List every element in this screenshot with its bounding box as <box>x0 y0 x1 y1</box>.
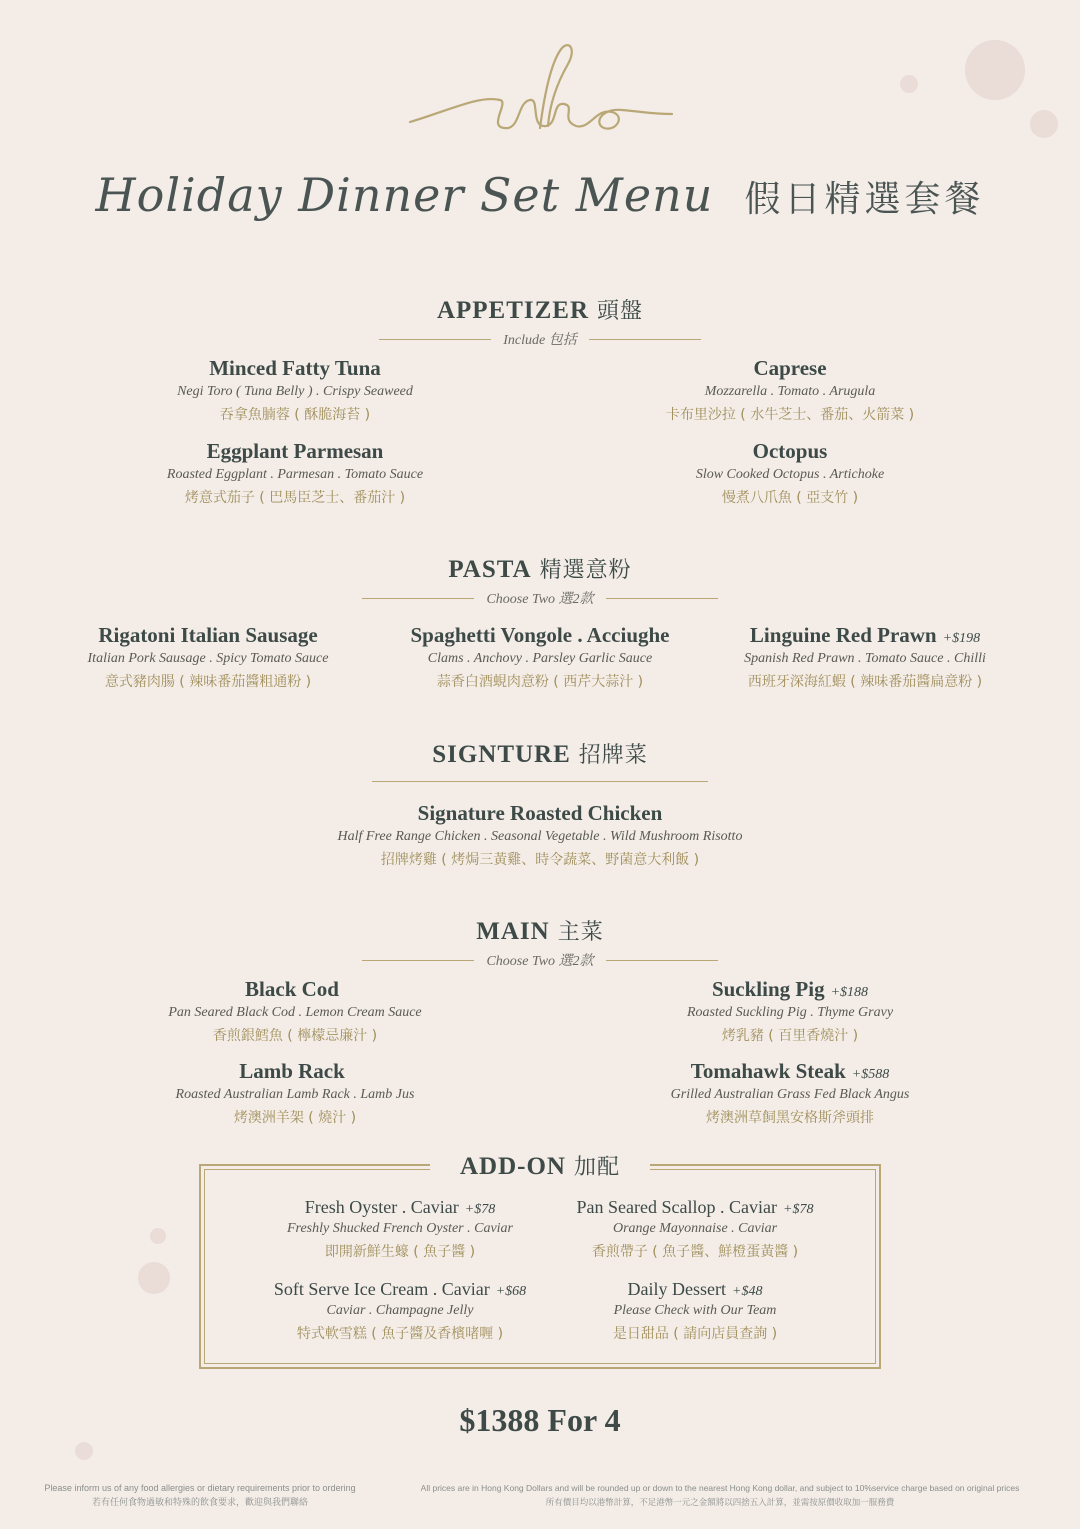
section-title-zh: 精選意粉 <box>539 558 632 583</box>
menu-item <box>545 1279 845 1343</box>
item-name: Linguine Red Prawn <box>749 623 937 647</box>
item-description: Grilled Australian Grass Fed Black Angus <box>670 1087 910 1102</box>
item-price: +$198 <box>942 631 981 646</box>
divider <box>362 960 474 961</box>
item-price: +$78 <box>783 1202 814 1217</box>
item-name: Spaghetti Vongole . Acciughe <box>410 623 670 647</box>
footer-left-zh: 若有任何食物過敏和特殊的飲食要求，歡迎與我們聯絡 <box>91 1497 308 1507</box>
menu-item <box>620 1059 960 1127</box>
item-name: Pan Seared Scallop . Caviar <box>576 1197 777 1217</box>
section-title-zh: 招牌菜 <box>578 743 648 768</box>
item-name: Signature Roasted Chicken <box>417 801 663 825</box>
set-price: $1388 For 4 <box>459 1402 621 1438</box>
item-name-zh: 是日甜品 ( 請向店員查詢 ) <box>612 1326 778 1342</box>
menu-title-en: Holiday Dinner Set Menu <box>95 168 714 222</box>
footer-right-zh: 所有價目均以港幣計算，不足港幣一元之金額將以四捨五入計算，並需按原價收取加一服務費 <box>545 1497 895 1507</box>
item-name-zh: 烤澳洲草飼黑安格斯斧頭排 <box>706 1110 874 1126</box>
item-price: +$588 <box>851 1067 890 1082</box>
menu-item <box>240 1279 560 1343</box>
item-name-zh: 意式豬肉腸 ( 辣味番茄醬粗通粉 ) <box>104 674 312 690</box>
item-name: Black Cod <box>245 977 339 1001</box>
item-name-zh: 卡布里沙拉 ( 水牛芝士、番茄、火箭菜 ) <box>665 407 915 423</box>
section-title: SIGNTURE <box>432 741 571 768</box>
section-title: MAIN <box>476 918 550 945</box>
addon-header <box>430 1150 650 1181</box>
footer-left-en: Please inform us of any food allergies or dietary requirements prior to ordering <box>44 1483 356 1493</box>
item-name-zh: 吞拿魚腩蓉 ( 酥脆海苔 ) <box>219 407 371 423</box>
menu-title <box>0 168 1080 222</box>
menu-item <box>545 1197 845 1261</box>
item-description: Orange Mayonnaise . Caviar <box>612 1221 778 1236</box>
item-description: Mozzarella . Tomato . Arugula <box>704 384 876 399</box>
item-name: Caprese <box>753 356 827 380</box>
menu-item <box>130 356 460 424</box>
menu-item <box>130 439 460 507</box>
pasta-header <box>0 553 1080 608</box>
menu-title-zh: 假日精選套餐 <box>744 179 985 220</box>
item-description: Half Free Range Chicken . Seasonal Vegetable . Wild Mushroom Risotto <box>337 829 743 844</box>
item-price: +$68 <box>495 1284 527 1299</box>
item-name: Minced Fatty Tuna <box>209 356 381 380</box>
item-name-zh: 特式軟雪糕 ( 魚子醬及香檳啫喱 ) <box>296 1326 504 1342</box>
section-title: APPETIZER <box>436 297 590 324</box>
menu-item <box>240 801 840 869</box>
item-name-zh: 招牌烤雞 ( 烤焗三黃雞、時令蔬菜、野菌意大利飯 ) <box>380 852 700 868</box>
item-name-zh: 烤澳洲羊架 ( 燒汁 ) <box>233 1110 357 1126</box>
item-name-zh: 即開新鮮生蠔 ( 魚子醬 ) <box>324 1244 476 1260</box>
item-name: Octopus <box>752 439 828 463</box>
item-name: Soft Serve Ice Cream . Caviar <box>273 1279 490 1299</box>
section-title: ADD-ON <box>459 1153 566 1180</box>
menu-item <box>620 439 960 507</box>
item-name-zh: 西班牙深海紅蝦 ( 辣味番茄醬扁意粉 ) <box>747 674 983 690</box>
item-name-zh: 蒜香白酒蜆肉意粉 ( 西芹大蒜汁 ) <box>436 674 644 690</box>
section-title-zh: 頭盤 <box>597 299 644 324</box>
menu-item <box>620 977 960 1045</box>
item-description: Clams . Anchovy . Parsley Garlic Sauce <box>427 651 653 666</box>
decorative-stain <box>150 1228 166 1244</box>
section-title: PASTA <box>448 556 532 583</box>
section-subtitle: Choose Two 選2款 <box>486 954 594 969</box>
item-name-zh: 香煎銀鱈魚 ( 檸檬忌廉汁 ) <box>212 1028 378 1044</box>
item-description: Roasted Suckling Pig . Thyme Gravy <box>686 1005 894 1020</box>
menu-item <box>715 623 1015 691</box>
brand-logo <box>0 40 1080 144</box>
menu-item <box>385 623 695 691</box>
item-price: +$48 <box>732 1284 763 1299</box>
item-name: Tomahawk Steak <box>690 1059 846 1083</box>
item-description: Negi Toro ( Tuna Belly ) . Crispy Seaweed <box>177 384 413 399</box>
item-price: +$78 <box>464 1202 496 1217</box>
item-description: Slow Cooked Octopus . Artichoke <box>695 467 885 482</box>
divider <box>589 339 701 340</box>
item-name: Fresh Oyster . Caviar <box>304 1197 459 1217</box>
signature-header <box>0 738 1080 782</box>
item-name: Daily Dessert <box>627 1279 727 1299</box>
divider <box>362 598 474 599</box>
logo-script-graphic <box>390 40 690 140</box>
item-name: Lamb Rack <box>239 1059 345 1083</box>
item-description: Freshly Shucked French Oyster . Caviar <box>286 1221 513 1236</box>
item-description: Roasted Eggplant . Parmesan . Tomato Sauce <box>166 467 424 482</box>
section-title-zh: 加配 <box>573 1155 620 1180</box>
menu-item <box>58 623 358 691</box>
appetizer-header <box>0 294 1080 349</box>
decorative-stain <box>75 1442 93 1460</box>
item-name-zh: 香煎帶子 ( 魚子醬、鮮橙蛋黃醬 ) <box>591 1244 799 1260</box>
item-name: Suckling Pig <box>711 977 825 1001</box>
decorative-stain <box>138 1262 170 1294</box>
item-name-zh: 烤意式茄子 ( 巴馬臣芝士、番茄汁 ) <box>184 490 406 506</box>
section-subtitle: Include 包括 <box>503 333 577 348</box>
item-description: Please Check with Our Team <box>613 1303 777 1318</box>
divider <box>379 339 491 340</box>
footer-allergy-note <box>30 1481 370 1509</box>
section-title-zh: 主菜 <box>557 920 604 945</box>
footer-right-en: All prices are in Hong Kong Dollars and will be rounded up or down to the nearest Hong Kong dollar, and subject to 10%service charge based on original prices <box>420 1483 1020 1493</box>
item-name-zh: 烤乳豬 ( 百里香燒汁 ) <box>721 1028 859 1044</box>
main-header <box>0 915 1080 970</box>
item-price: +$188 <box>830 985 869 1000</box>
menu-item <box>250 1197 550 1261</box>
item-description: Spanish Red Prawn . Tomato Sauce . Chilli <box>744 651 986 666</box>
item-description: Pan Seared Black Cod . Lemon Cream Sauce <box>168 1005 422 1020</box>
menu-item <box>130 977 460 1045</box>
item-name: Rigatoni Italian Sausage <box>98 623 318 647</box>
divider <box>372 781 708 782</box>
footer-price-note <box>395 1481 1045 1509</box>
divider <box>606 598 718 599</box>
menu-item <box>130 1059 460 1127</box>
divider <box>606 960 718 961</box>
item-description: Caviar . Champagne Jelly <box>326 1303 474 1318</box>
item-name: Eggplant Parmesan <box>206 439 384 463</box>
item-description: Roasted Australian Lamb Rack . Lamb Jus <box>175 1087 415 1102</box>
section-subtitle: Choose Two 選2款 <box>486 592 594 607</box>
menu-item <box>620 356 960 424</box>
item-description: Italian Pork Sausage . Spicy Tomato Sauce <box>87 651 329 666</box>
item-name-zh: 慢煮八爪魚 ( 亞支竹 ) <box>721 490 859 506</box>
